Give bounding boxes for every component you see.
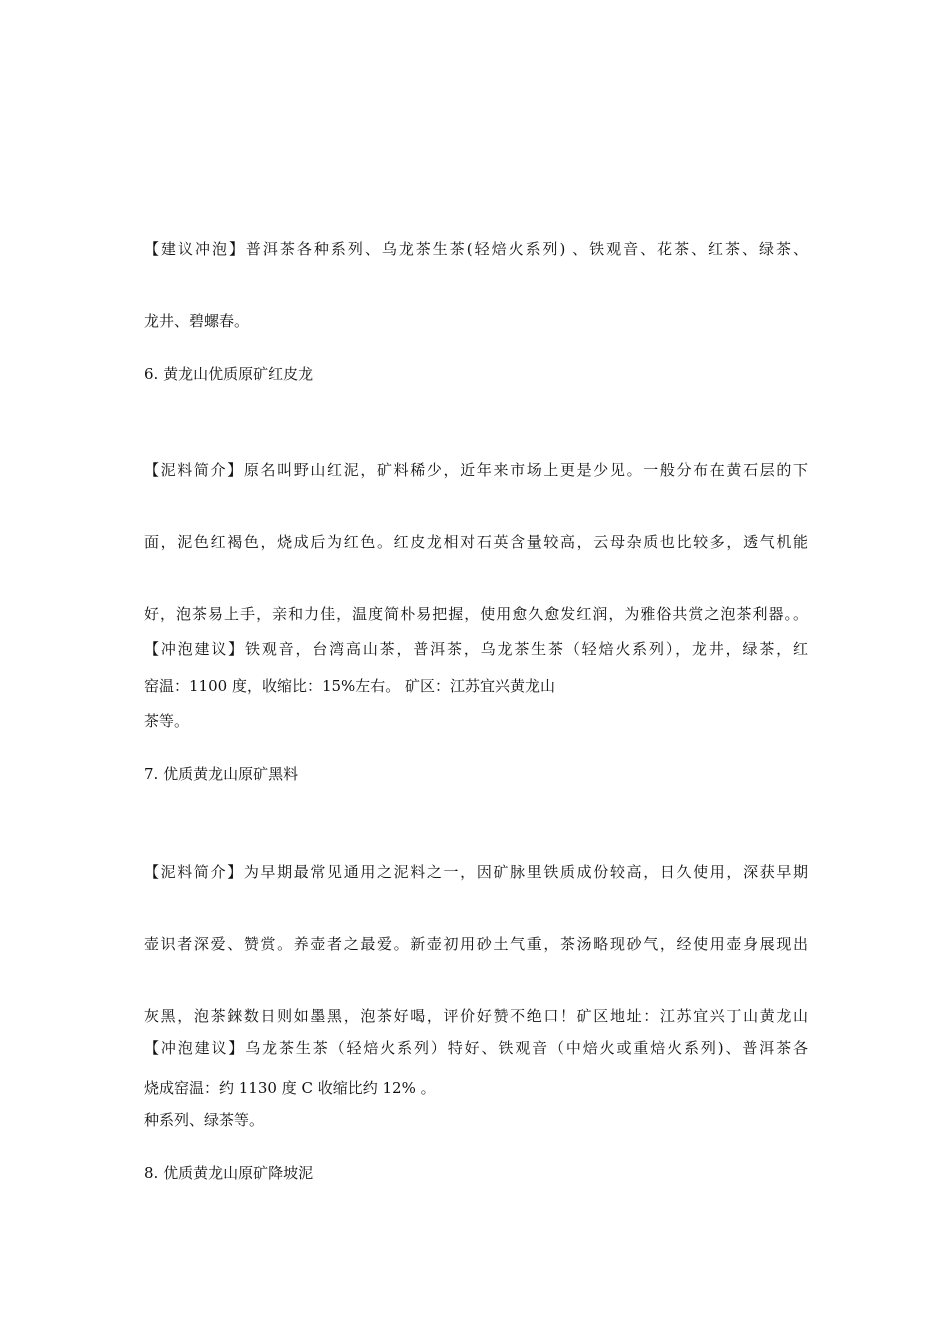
heading-text: 8. 优质黄龙山原矿降坡泥 xyxy=(144,1164,314,1182)
text-line: 龙井、碧螺春。 xyxy=(144,312,250,330)
heading-text: 7. 优质黄龙山原矿黑料 xyxy=(144,765,299,783)
text-line: 【泥料简介】为早期最常见通用之泥料之一，因矿脉里铁质成份较高，日久使用，深获早期 xyxy=(144,863,808,881)
heading-text: 6. 黄龙山优质原矿红皮龙 xyxy=(144,365,314,383)
text-line: 烧成窑温：约 1130 度 C 收缩比约 12% 。 xyxy=(144,1079,436,1097)
text-line: 【建议冲泡】普洱茶各种系列、乌龙茶生茶(轻焙火系列) 、铁观音、花茶、红茶、绿茶、 xyxy=(144,240,808,258)
text-line: 窑温：1100 度，收缩比：15%左右。 矿区：江苏宜兴黄龙山 xyxy=(144,677,556,695)
text-line: 种系列、绿茶等。 xyxy=(144,1111,265,1129)
text-line: 【冲泡建议】铁观音，台湾高山茶，普洱茶，乌龙茶生茶（轻焙火系列），龙井，绿茶，红 xyxy=(144,640,808,658)
text-line: 面，泥色红褐色，烧成后为红色。红皮龙相对石英含量较高，云母杂质也比较多，透气机能 xyxy=(144,533,808,551)
text-line: 好，泡茶易上手，亲和力佳，温度简朴易把握，使用愈久愈发红润，为雅俗共赏之泡茶利器。。 xyxy=(144,605,808,623)
text-line: 灰黑，泡茶錸数日则如墨黑，泡茶好喝，评价好赞不绝口！矿区地址：江苏宜兴丁山黄龙山 xyxy=(144,1007,808,1025)
section-heading xyxy=(144,1113,808,1233)
text-line: 【泥料简介】原名叫野山红泥，矿料稀少，近年来市场上更是少见。一般分布在黄石层的下 xyxy=(144,461,808,479)
text-line: 茶等。 xyxy=(144,712,190,730)
text-line: 壶识者深爱、赞赏。养壶者之最爱。新壶初用砂土气重，茶汤略现砂气，经使用壶身展现出 xyxy=(144,935,808,953)
text-line: 【冲泡建议】乌龙茶生茶（轻焙火系列）特好、铁观音（中焙火或重焙火系列)、普洱茶各 xyxy=(144,1039,808,1057)
